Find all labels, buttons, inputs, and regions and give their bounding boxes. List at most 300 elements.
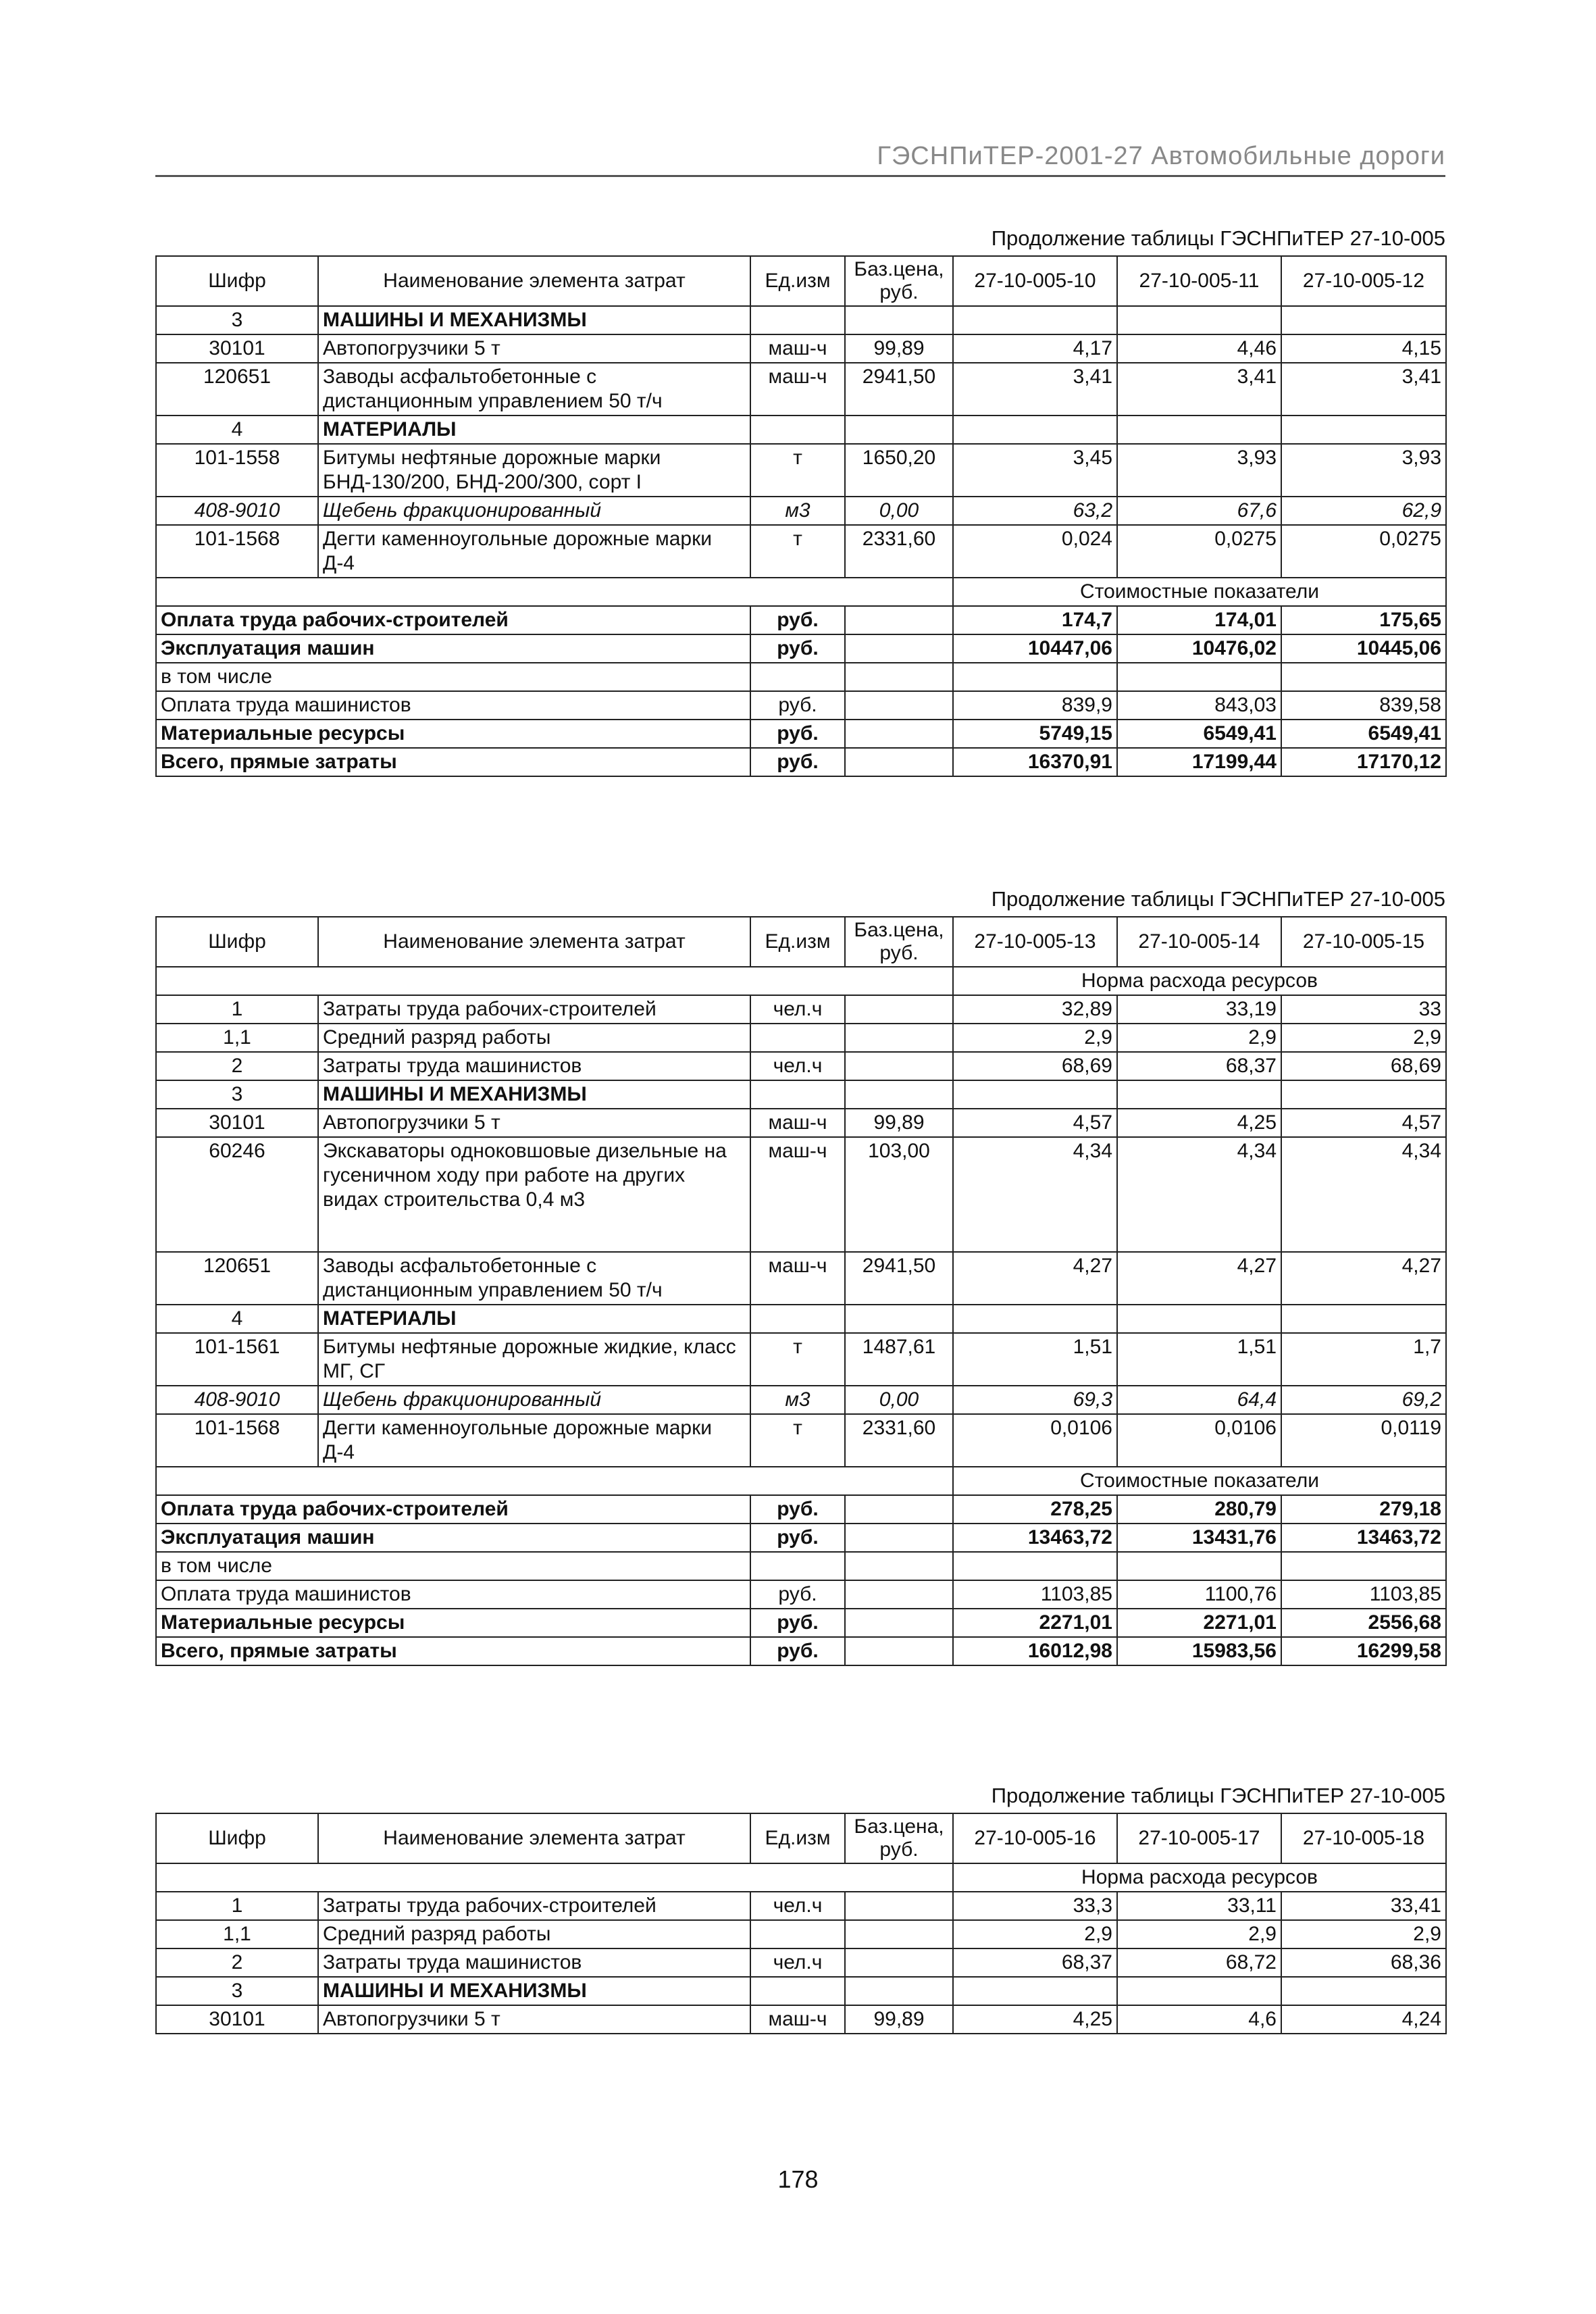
row-value: 2,9	[953, 1920, 1117, 1948]
cost-value: 16012,98	[953, 1637, 1117, 1665]
cost-unit: руб.	[750, 1580, 845, 1609]
row-unit	[750, 1977, 845, 2005]
row-unit: м3	[750, 497, 845, 525]
row-code: 3	[156, 1977, 318, 2005]
row-price	[845, 1977, 953, 2005]
table-row	[156, 1252, 1446, 1305]
row-price	[845, 306, 953, 334]
cost-price-empty	[845, 1552, 953, 1580]
row-name: Заводы асфальтобетонные с дистанционным управлением 50 т/ч	[318, 1252, 750, 1305]
cost-header-row	[156, 578, 1446, 606]
cost-value	[953, 1552, 1117, 1580]
cost-name: Эксплуатация машин	[156, 634, 750, 663]
table-row	[156, 1414, 1446, 1467]
cost-value	[1117, 663, 1281, 691]
cost-unit: руб.	[750, 1495, 845, 1524]
row-value: 4,17	[953, 334, 1117, 363]
row-name: Затраты труда рабочих-строителей	[318, 995, 750, 1024]
column-header-unit: Ед.изм	[750, 256, 845, 306]
column-header-name: Наименование элемента затрат	[318, 256, 750, 306]
cost-name: в том числе	[156, 1552, 750, 1580]
column-header-code-2: 27-10-005-17	[1117, 1813, 1281, 1863]
table-row	[156, 497, 1446, 525]
cost-unit: руб.	[750, 691, 845, 720]
row-value	[1117, 306, 1281, 334]
cost-value: 174,7	[953, 606, 1117, 634]
row-code: 3	[156, 306, 318, 334]
row-value: 1,51	[1117, 1333, 1281, 1386]
row-value: 2,9	[1117, 1024, 1281, 1052]
row-code: 4	[156, 416, 318, 444]
row-name: Битумы нефтяные дорожные марки БНД-130/200, БНД-200/300, сорт I	[318, 444, 750, 497]
row-price	[845, 1024, 953, 1052]
cost-spacer	[156, 578, 953, 606]
row-value: 0,0106	[1117, 1414, 1281, 1467]
cost-header-row	[156, 1467, 1446, 1495]
cost-value: 10447,06	[953, 634, 1117, 663]
row-price	[845, 1052, 953, 1080]
row-value: 33,11	[1117, 1892, 1281, 1920]
table-row	[156, 1137, 1446, 1252]
row-value	[1281, 1080, 1446, 1109]
row-price: 99,89	[845, 2005, 953, 2034]
row-unit: маш-ч	[750, 363, 845, 416]
row-value: 4,34	[1117, 1137, 1281, 1252]
table-row	[156, 995, 1446, 1024]
cost-header: Стоимостные показатели	[953, 578, 1446, 606]
row-code: 4	[156, 1305, 318, 1333]
cost-value: 5749,15	[953, 720, 1117, 748]
row-value: 4,57	[1281, 1109, 1446, 1137]
row-name: МАТЕРИАЛЫ	[318, 416, 750, 444]
cost-name: Оплата труда машинистов	[156, 1580, 750, 1609]
cost-value: 13463,72	[953, 1524, 1117, 1552]
cost-name: Оплата труда машинистов	[156, 691, 750, 720]
row-price	[845, 1080, 953, 1109]
row-value: 2,9	[1281, 1920, 1446, 1948]
cost-value	[953, 663, 1117, 691]
column-header-code-3: 27-10-005-12	[1281, 256, 1446, 306]
row-price	[845, 1948, 953, 1977]
cost-value: 10476,02	[1117, 634, 1281, 663]
row-name: Битумы нефтяные дорожные жидкие, класс МГ, СГ	[318, 1333, 750, 1386]
cost-value: 17170,12	[1281, 748, 1446, 776]
table-row	[156, 1305, 1446, 1333]
cost-value: 1100,76	[1117, 1580, 1281, 1609]
row-value: 4,15	[1281, 334, 1446, 363]
cost-unit	[750, 663, 845, 691]
row-code: 3	[156, 1080, 318, 1109]
row-price	[845, 995, 953, 1024]
cost-value	[1117, 1552, 1281, 1580]
row-name: Затраты труда машинистов	[318, 1948, 750, 1977]
row-value: 2,9	[1281, 1024, 1446, 1052]
row-value: 62,9	[1281, 497, 1446, 525]
column-header-code: Шифр	[156, 256, 318, 306]
cost-row	[156, 1637, 1446, 1665]
row-value: 63,2	[953, 497, 1117, 525]
table-row	[156, 1052, 1446, 1080]
row-code: 30101	[156, 334, 318, 363]
row-name: Заводы асфальтобетонные с дистанционным управлением 50 т/ч	[318, 363, 750, 416]
row-value	[1281, 1977, 1446, 2005]
row-value: 4,27	[1281, 1252, 1446, 1305]
table-row	[156, 1892, 1446, 1920]
row-value: 4,27	[1117, 1252, 1281, 1305]
row-value: 3,41	[1117, 363, 1281, 416]
cost-value: 279,18	[1281, 1495, 1446, 1524]
cost-value: 17199,44	[1117, 748, 1281, 776]
resource-table-3	[155, 1813, 1447, 2034]
cost-unit: руб.	[750, 1609, 845, 1637]
row-code: 2	[156, 1948, 318, 1977]
cost-price-empty	[845, 1609, 953, 1637]
page-number: 178	[777, 2165, 819, 2193]
row-value: 68,69	[953, 1052, 1117, 1080]
row-value	[1281, 1305, 1446, 1333]
cost-name: Всего, прямые затраты	[156, 1637, 750, 1665]
cost-value: 2271,01	[1117, 1609, 1281, 1637]
cost-row	[156, 748, 1446, 776]
row-value: 68,72	[1117, 1948, 1281, 1977]
row-unit: чел.ч	[750, 1052, 845, 1080]
cost-value: 280,79	[1117, 1495, 1281, 1524]
column-header-code-1: 27-10-005-16	[953, 1813, 1117, 1863]
row-unit: маш-ч	[750, 2005, 845, 2034]
row-value: 4,46	[1117, 334, 1281, 363]
cost-row	[156, 663, 1446, 691]
row-value	[953, 1080, 1117, 1109]
cost-value: 16299,58	[1281, 1637, 1446, 1665]
cost-value: 16370,91	[953, 748, 1117, 776]
table-row	[156, 2005, 1446, 2034]
cost-unit: руб.	[750, 720, 845, 748]
row-value: 67,6	[1117, 497, 1281, 525]
row-price: 99,89	[845, 1109, 953, 1137]
cost-value: 839,9	[953, 691, 1117, 720]
row-price: 2941,50	[845, 363, 953, 416]
table-row	[156, 416, 1446, 444]
header-row	[156, 917, 1446, 967]
row-code: 2	[156, 1052, 318, 1080]
row-unit: чел.ч	[750, 995, 845, 1024]
norm-header-row	[156, 967, 1446, 995]
cost-row	[156, 1609, 1446, 1637]
table-row	[156, 363, 1446, 416]
row-name: Автопогрузчики 5 т	[318, 334, 750, 363]
row-price: 103,00	[845, 1137, 953, 1252]
cost-price-empty	[845, 634, 953, 663]
row-name: Дегти каменноугольные дорожные марки Д-4	[318, 525, 750, 578]
row-unit	[750, 306, 845, 334]
cost-price-empty	[845, 691, 953, 720]
cost-price-empty	[845, 1637, 953, 1665]
row-name: МАШИНЫ И МЕХАНИЗМЫ	[318, 1080, 750, 1109]
cost-value: 15983,56	[1117, 1637, 1281, 1665]
row-price: 99,89	[845, 334, 953, 363]
row-code: 101-1558	[156, 444, 318, 497]
column-header-unit: Ед.изм	[750, 1813, 845, 1863]
row-code: 60246	[156, 1137, 318, 1252]
column-header-price: Баз.цена, руб.	[845, 1813, 953, 1863]
row-value: 4,34	[953, 1137, 1117, 1252]
row-price	[845, 1305, 953, 1333]
cost-value: 843,03	[1117, 691, 1281, 720]
cost-name: Эксплуатация машин	[156, 1524, 750, 1552]
column-header-code-1: 27-10-005-10	[953, 256, 1117, 306]
row-value: 3,41	[953, 363, 1117, 416]
cost-name: Материальные ресурсы	[156, 720, 750, 748]
cost-name: Материальные ресурсы	[156, 1609, 750, 1637]
row-code: 30101	[156, 1109, 318, 1137]
page-header	[155, 135, 1445, 177]
header-row	[156, 1813, 1446, 1863]
row-code: 408-9010	[156, 497, 318, 525]
row-value: 4,25	[953, 2005, 1117, 2034]
row-name: Автопогрузчики 5 т	[318, 2005, 750, 2034]
column-header-code-2: 27-10-005-11	[1117, 256, 1281, 306]
row-value: 33,19	[1117, 995, 1281, 1024]
header-row	[156, 256, 1446, 306]
column-header-name: Наименование элемента затрат	[318, 1813, 750, 1863]
row-value: 2,9	[1117, 1920, 1281, 1948]
cost-row	[156, 1495, 1446, 1524]
row-value	[953, 306, 1117, 334]
row-value	[1117, 416, 1281, 444]
row-value: 69,2	[1281, 1386, 1446, 1414]
column-header-price: Баз.цена, руб.	[845, 256, 953, 306]
row-value: 0,0119	[1281, 1414, 1446, 1467]
cost-row	[156, 1580, 1446, 1609]
row-value: 1,7	[1281, 1333, 1446, 1386]
cost-row	[156, 606, 1446, 634]
column-header-code-1: 27-10-005-13	[953, 917, 1117, 967]
cost-row	[156, 1524, 1446, 1552]
row-unit	[750, 1024, 845, 1052]
table-row	[156, 1024, 1446, 1052]
row-value	[1117, 1305, 1281, 1333]
row-value: 4,34	[1281, 1137, 1446, 1252]
row-unit: маш-ч	[750, 1137, 845, 1252]
cost-price-empty	[845, 1495, 953, 1524]
cost-value: 2271,01	[953, 1609, 1117, 1637]
row-unit: чел.ч	[750, 1948, 845, 1977]
row-name: МАТЕРИАЛЫ	[318, 1305, 750, 1333]
cost-header: Стоимостные показатели	[953, 1467, 1446, 1495]
row-code: 101-1561	[156, 1333, 318, 1386]
row-value: 0,0275	[1281, 525, 1446, 578]
row-code: 101-1568	[156, 1414, 318, 1467]
row-value: 4,25	[1117, 1109, 1281, 1137]
header-rule	[155, 175, 1445, 177]
row-unit	[750, 1920, 845, 1948]
row-name: Щебень фракционированный	[318, 497, 750, 525]
row-unit: т	[750, 1333, 845, 1386]
row-unit	[750, 1080, 845, 1109]
row-price	[845, 416, 953, 444]
row-value: 4,24	[1281, 2005, 1446, 2034]
cost-price-empty	[845, 663, 953, 691]
cost-unit: руб.	[750, 1524, 845, 1552]
table-row	[156, 334, 1446, 363]
row-name: Средний разряд работы	[318, 1024, 750, 1052]
row-name: МАШИНЫ И МЕХАНИЗМЫ	[318, 1977, 750, 2005]
row-value: 68,37	[953, 1948, 1117, 1977]
row-value: 68,36	[1281, 1948, 1446, 1977]
cost-value: 278,25	[953, 1495, 1117, 1524]
row-value: 3,41	[1281, 363, 1446, 416]
table-row	[156, 1386, 1446, 1414]
header-title: ГЭСНПиТЕР-2001-27 Автомобильные дороги	[877, 142, 1445, 170]
row-code: 120651	[156, 1252, 318, 1305]
row-value: 3,93	[1281, 444, 1446, 497]
row-unit: маш-ч	[750, 1252, 845, 1305]
cost-value: 10445,06	[1281, 634, 1446, 663]
row-price: 2941,50	[845, 1252, 953, 1305]
cost-name: Всего, прямые затраты	[156, 748, 750, 776]
row-unit: т	[750, 1414, 845, 1467]
row-value	[1281, 306, 1446, 334]
row-code: 30101	[156, 2005, 318, 2034]
table-caption: Продолжение таблицы ГЭСНПиТЕР 27-10-005	[991, 1784, 1445, 1807]
row-name: Дегти каменноугольные дорожные марки Д-4	[318, 1414, 750, 1467]
cost-value: 6549,41	[1117, 720, 1281, 748]
cost-value: 6549,41	[1281, 720, 1446, 748]
row-unit: чел.ч	[750, 1892, 845, 1920]
table-row	[156, 1920, 1446, 1948]
cost-price-empty	[845, 1580, 953, 1609]
row-value: 4,27	[953, 1252, 1117, 1305]
row-value: 68,69	[1281, 1052, 1446, 1080]
row-value: 64,4	[1117, 1386, 1281, 1414]
table-row	[156, 1333, 1446, 1386]
row-value	[1281, 416, 1446, 444]
table-row	[156, 1948, 1446, 1977]
cost-unit: руб.	[750, 606, 845, 634]
cost-value: 174,01	[1117, 606, 1281, 634]
row-value: 0,0275	[1117, 525, 1281, 578]
column-header-code: Шифр	[156, 917, 318, 967]
row-unit: т	[750, 525, 845, 578]
norm-header: Норма расхода ресурсов	[953, 1863, 1446, 1892]
row-code: 101-1568	[156, 525, 318, 578]
row-name: Щебень фракционированный	[318, 1386, 750, 1414]
cost-price-empty	[845, 748, 953, 776]
row-price: 1650,20	[845, 444, 953, 497]
row-code: 408-9010	[156, 1386, 318, 1414]
row-value: 0,024	[953, 525, 1117, 578]
norm-spacer	[156, 1863, 953, 1892]
row-value: 4,57	[953, 1109, 1117, 1137]
row-price: 2331,60	[845, 525, 953, 578]
cost-unit	[750, 1552, 845, 1580]
column-header-code-2: 27-10-005-14	[1117, 917, 1281, 967]
resource-table-1	[155, 255, 1447, 777]
cost-value: 839,58	[1281, 691, 1446, 720]
row-unit	[750, 1305, 845, 1333]
cost-price-empty	[845, 720, 953, 748]
cost-name: Оплата труда рабочих-строителей	[156, 1495, 750, 1524]
table-row	[156, 1080, 1446, 1109]
row-value: 3,93	[1117, 444, 1281, 497]
cost-unit: руб.	[750, 748, 845, 776]
row-unit: маш-ч	[750, 1109, 845, 1137]
row-price: 1487,61	[845, 1333, 953, 1386]
resource-table-2	[155, 916, 1447, 1666]
cost-unit: руб.	[750, 1637, 845, 1665]
row-name: МАШИНЫ И МЕХАНИЗМЫ	[318, 306, 750, 334]
row-code: 1	[156, 1892, 318, 1920]
cost-value	[1281, 663, 1446, 691]
norm-header-row	[156, 1863, 1446, 1892]
column-header-name: Наименование элемента затрат	[318, 917, 750, 967]
row-value	[953, 416, 1117, 444]
cost-name: в том числе	[156, 663, 750, 691]
row-name: Затраты труда рабочих-строителей	[318, 1892, 750, 1920]
column-header-unit: Ед.изм	[750, 917, 845, 967]
row-value: 68,37	[1117, 1052, 1281, 1080]
norm-header: Норма расхода ресурсов	[953, 967, 1446, 995]
row-price	[845, 1920, 953, 1948]
table-row	[156, 525, 1446, 578]
row-value	[1117, 1080, 1281, 1109]
cost-value: 13463,72	[1281, 1524, 1446, 1552]
cost-row	[156, 634, 1446, 663]
cost-price-empty	[845, 1524, 953, 1552]
row-name: Средний разряд работы	[318, 1920, 750, 1948]
cost-price-empty	[845, 606, 953, 634]
row-price: 2331,60	[845, 1414, 953, 1467]
row-value	[1117, 1977, 1281, 2005]
table-row	[156, 306, 1446, 334]
cost-value: 13431,76	[1117, 1524, 1281, 1552]
row-name: Автопогрузчики 5 т	[318, 1109, 750, 1137]
column-header-code-3: 27-10-005-15	[1281, 917, 1446, 967]
table-caption: Продолжение таблицы ГЭСНПиТЕР 27-10-005	[991, 226, 1445, 250]
row-code: 1,1	[156, 1920, 318, 1948]
row-price: 0,00	[845, 497, 953, 525]
row-value: 33,3	[953, 1892, 1117, 1920]
column-header-code: Шифр	[156, 1813, 318, 1863]
row-name: Затраты труда машинистов	[318, 1052, 750, 1080]
row-value: 33	[1281, 995, 1446, 1024]
row-value: 0,0106	[953, 1414, 1117, 1467]
cost-name: Оплата труда рабочих-строителей	[156, 606, 750, 634]
cost-value: 1103,85	[1281, 1580, 1446, 1609]
cost-row	[156, 1552, 1446, 1580]
row-code: 1,1	[156, 1024, 318, 1052]
table-caption: Продолжение таблицы ГЭСНПиТЕР 27-10-005	[991, 887, 1445, 911]
norm-spacer	[156, 967, 953, 995]
row-value: 33,41	[1281, 1892, 1446, 1920]
row-value: 32,89	[953, 995, 1117, 1024]
row-price: 0,00	[845, 1386, 953, 1414]
row-unit: маш-ч	[750, 334, 845, 363]
row-unit: т	[750, 444, 845, 497]
cost-row	[156, 720, 1446, 748]
cost-value: 2556,68	[1281, 1609, 1446, 1637]
column-header-code-3: 27-10-005-18	[1281, 1813, 1446, 1863]
row-value: 1,51	[953, 1333, 1117, 1386]
cost-value: 175,65	[1281, 606, 1446, 634]
cost-row	[156, 691, 1446, 720]
table-row	[156, 444, 1446, 497]
cost-value	[1281, 1552, 1446, 1580]
row-name: Экскаваторы одноковшовые дизельные на гусеничном ходу при работе на других видах строительства 0,4 м3	[318, 1137, 750, 1252]
table-row	[156, 1109, 1446, 1137]
row-value: 2,9	[953, 1024, 1117, 1052]
table-row	[156, 1977, 1446, 2005]
